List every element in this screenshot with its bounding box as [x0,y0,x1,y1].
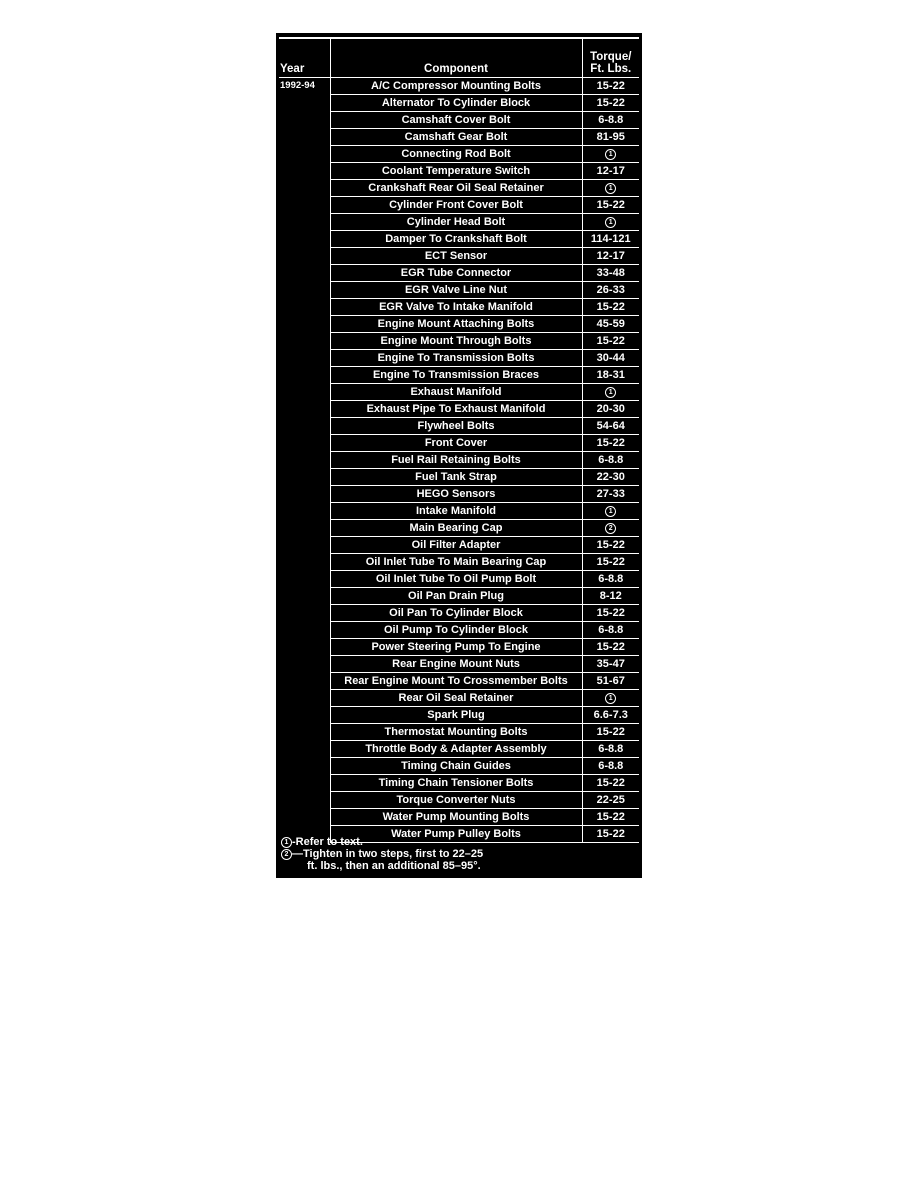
row-component: Oil Inlet Tube To Oil Pump Bolt [330,571,582,588]
row-component: Damper To Crankshaft Bolt [330,231,582,248]
table-row [279,146,639,163]
row-component: Intake Manifold [330,503,582,520]
row-year [279,537,330,554]
footnote-1 [281,836,637,848]
row-torque [582,146,639,163]
row-component: Rear Engine Mount Nuts [330,656,582,673]
table-row [279,673,639,690]
table-row [279,792,639,809]
row-year [279,401,330,418]
footnote-ref-marker: 2 [605,523,616,534]
table-row [279,707,639,724]
torque-spec-panel [276,33,642,878]
row-torque: 8-12 [582,588,639,605]
table-row [279,537,639,554]
row-year [279,384,330,401]
row-torque: 12-17 [582,248,639,265]
row-torque: 15-22 [582,605,639,622]
row-year [279,452,330,469]
row-component: Oil Pump To Cylinder Block [330,622,582,639]
row-year [279,112,330,129]
table-body [279,78,639,843]
row-torque: 22-30 [582,469,639,486]
footnote-2-text-line1: —Tighten in two steps, first to 22–25 [292,848,484,860]
row-year [279,95,330,112]
row-torque: 6-8.8 [582,452,639,469]
footnote-1-marker: 1 [281,837,292,848]
row-year [279,792,330,809]
row-component: Exhaust Pipe To Exhaust Manifold [330,401,582,418]
row-torque: 15-22 [582,775,639,792]
footnote-ref-marker: 1 [605,183,616,194]
table-row [279,605,639,622]
table-row [279,741,639,758]
row-component: Timing Chain Guides [330,758,582,775]
table-row [279,588,639,605]
row-component: Flywheel Bolts [330,418,582,435]
row-torque: 6-8.8 [582,112,639,129]
table-row [279,809,639,826]
row-torque: 18-31 [582,367,639,384]
row-torque: 6-8.8 [582,622,639,639]
row-year [279,622,330,639]
row-component: Fuel Tank Strap [330,469,582,486]
row-component: Coolant Temperature Switch [330,163,582,180]
row-component: Camshaft Cover Bolt [330,112,582,129]
table-row [279,282,639,299]
row-year [279,571,330,588]
row-torque: 45-59 [582,316,639,333]
row-torque [582,520,639,537]
row-torque: 6-8.8 [582,571,639,588]
row-component: Camshaft Gear Bolt [330,129,582,146]
table-row [279,486,639,503]
row-torque [582,384,639,401]
row-year [279,469,330,486]
row-year [279,520,330,537]
row-component: Timing Chain Tensioner Bolts [330,775,582,792]
table-row [279,554,639,571]
row-year [279,299,330,316]
footnote-2-text-line2: ft. lbs., then an additional 85–95°. [307,860,481,872]
row-year [279,282,330,299]
row-year [279,265,330,282]
row-component: Oil Pan To Cylinder Block [330,605,582,622]
row-year [279,707,330,724]
row-component: EGR Tube Connector [330,265,582,282]
table-row [279,163,639,180]
row-component: EGR Valve Line Nut [330,282,582,299]
row-component: Cylinder Front Cover Bolt [330,197,582,214]
row-torque: 114-121 [582,231,639,248]
row-component: EGR Valve To Intake Manifold [330,299,582,316]
table-row [279,758,639,775]
row-torque: 22-25 [582,792,639,809]
table-row [279,401,639,418]
table-row [279,520,639,537]
row-year [279,435,330,452]
row-year [279,129,330,146]
row-torque: 27-33 [582,486,639,503]
row-component: Connecting Rod Bolt [330,146,582,163]
header-torque [582,38,639,78]
row-year [279,605,330,622]
row-component: HEGO Sensors [330,486,582,503]
row-year [279,503,330,520]
row-component: Oil Pan Drain Plug [330,588,582,605]
row-component: Engine Mount Attaching Bolts [330,316,582,333]
row-year [279,180,330,197]
row-component: Rear Engine Mount To Crossmember Bolts [330,673,582,690]
row-year [279,554,330,571]
header-year: Year [279,38,330,78]
row-year [279,214,330,231]
row-year [279,724,330,741]
row-torque: 51-67 [582,673,639,690]
footnotes [281,836,637,872]
row-year [279,809,330,826]
table-row [279,469,639,486]
row-component: Engine Mount Through Bolts [330,333,582,350]
row-year [279,588,330,605]
row-torque: 15-22 [582,95,639,112]
row-component: Fuel Rail Retaining Bolts [330,452,582,469]
row-year [279,316,330,333]
row-torque [582,180,639,197]
row-component: Engine To Transmission Bolts [330,350,582,367]
row-torque: 15-22 [582,435,639,452]
row-component: Torque Converter Nuts [330,792,582,809]
row-year [279,146,330,163]
table-row [279,197,639,214]
table-row [279,299,639,316]
row-component: Cylinder Head Bolt [330,214,582,231]
table-row [279,248,639,265]
torque-spec-table [279,37,639,843]
row-component: Throttle Body & Adapter Assembly [330,741,582,758]
footnote-ref-marker: 1 [605,387,616,398]
row-component: Oil Inlet Tube To Main Bearing Cap [330,554,582,571]
table-row [279,180,639,197]
row-year [279,197,330,214]
row-torque: 6-8.8 [582,758,639,775]
table-row [279,129,639,146]
row-torque: 15-22 [582,197,639,214]
row-torque: 15-22 [582,724,639,741]
row-year [279,741,330,758]
row-torque [582,690,639,707]
row-component: Water Pump Pulley Bolts [330,826,582,843]
row-component: Exhaust Manifold [330,384,582,401]
row-component: Water Pump Mounting Bolts [330,809,582,826]
header-component: Component [330,38,582,78]
table-row [279,231,639,248]
row-year [279,350,330,367]
table-row [279,316,639,333]
row-component: Alternator To Cylinder Block [330,95,582,112]
row-torque: 54-64 [582,418,639,435]
table-row [279,265,639,282]
row-torque: 20-30 [582,401,639,418]
row-component: Oil Filter Adapter [330,537,582,554]
table-row [279,724,639,741]
table-row [279,452,639,469]
table-row [279,622,639,639]
row-component: Spark Plug [330,707,582,724]
header-torque-line1: Torque/ [590,51,632,63]
row-component: Front Cover [330,435,582,452]
row-component: Thermostat Mounting Bolts [330,724,582,741]
table-row [279,214,639,231]
row-torque: 15-22 [582,809,639,826]
table-row [279,418,639,435]
table-row [279,656,639,673]
row-year [279,758,330,775]
row-year [279,333,330,350]
row-torque: 12-17 [582,163,639,180]
row-component: Main Bearing Cap [330,520,582,537]
footnote-ref-marker: 1 [605,693,616,704]
footnote-ref-marker: 1 [605,506,616,517]
row-torque: 81-95 [582,129,639,146]
row-year [279,656,330,673]
table-row [279,503,639,520]
row-year [279,418,330,435]
table-row [279,690,639,707]
row-year [279,367,330,384]
row-torque: 15-22 [582,554,639,571]
row-torque: 35-47 [582,656,639,673]
footnote-2 [281,848,637,860]
row-torque: 15-22 [582,333,639,350]
table-header-row [279,38,639,78]
row-year [279,639,330,656]
row-year [279,673,330,690]
table-row [279,350,639,367]
row-torque: 15-22 [582,537,639,554]
table-row [279,435,639,452]
row-component: Crankshaft Rear Oil Seal Retainer [330,180,582,197]
row-torque: 6-8.8 [582,741,639,758]
row-component: A/C Compressor Mounting Bolts [330,78,582,95]
row-torque [582,503,639,520]
table-row [279,571,639,588]
footnote-1-text: -Refer to text. [292,836,363,848]
row-torque: 33-48 [582,265,639,282]
row-year [279,690,330,707]
table-row [279,112,639,129]
row-year [279,486,330,503]
row-year [279,248,330,265]
table-row [279,367,639,384]
row-component: ECT Sensor [330,248,582,265]
table-row [279,384,639,401]
row-torque: 6.6-7.3 [582,707,639,724]
header-torque-line2: Ft. Lbs. [590,63,632,75]
row-torque: 15-22 [582,826,639,843]
row-component: Engine To Transmission Braces [330,367,582,384]
row-year: 1992-94 [279,78,330,95]
row-component: Rear Oil Seal Retainer [330,690,582,707]
table-row [279,78,639,95]
footnote-2-marker: 2 [281,849,292,860]
row-component: Power Steering Pump To Engine [330,639,582,656]
row-year [279,231,330,248]
row-torque: 15-22 [582,299,639,316]
table-row [279,639,639,656]
row-torque: 15-22 [582,78,639,95]
row-year [279,775,330,792]
row-torque: 30-44 [582,350,639,367]
table-row [279,333,639,350]
footnote-2-continuation [281,860,637,872]
table-row [279,95,639,112]
row-torque [582,214,639,231]
row-year [279,163,330,180]
row-torque: 15-22 [582,639,639,656]
footnote-ref-marker: 1 [605,149,616,160]
footnote-ref-marker: 1 [605,217,616,228]
table-row [279,775,639,792]
row-torque: 26-33 [582,282,639,299]
